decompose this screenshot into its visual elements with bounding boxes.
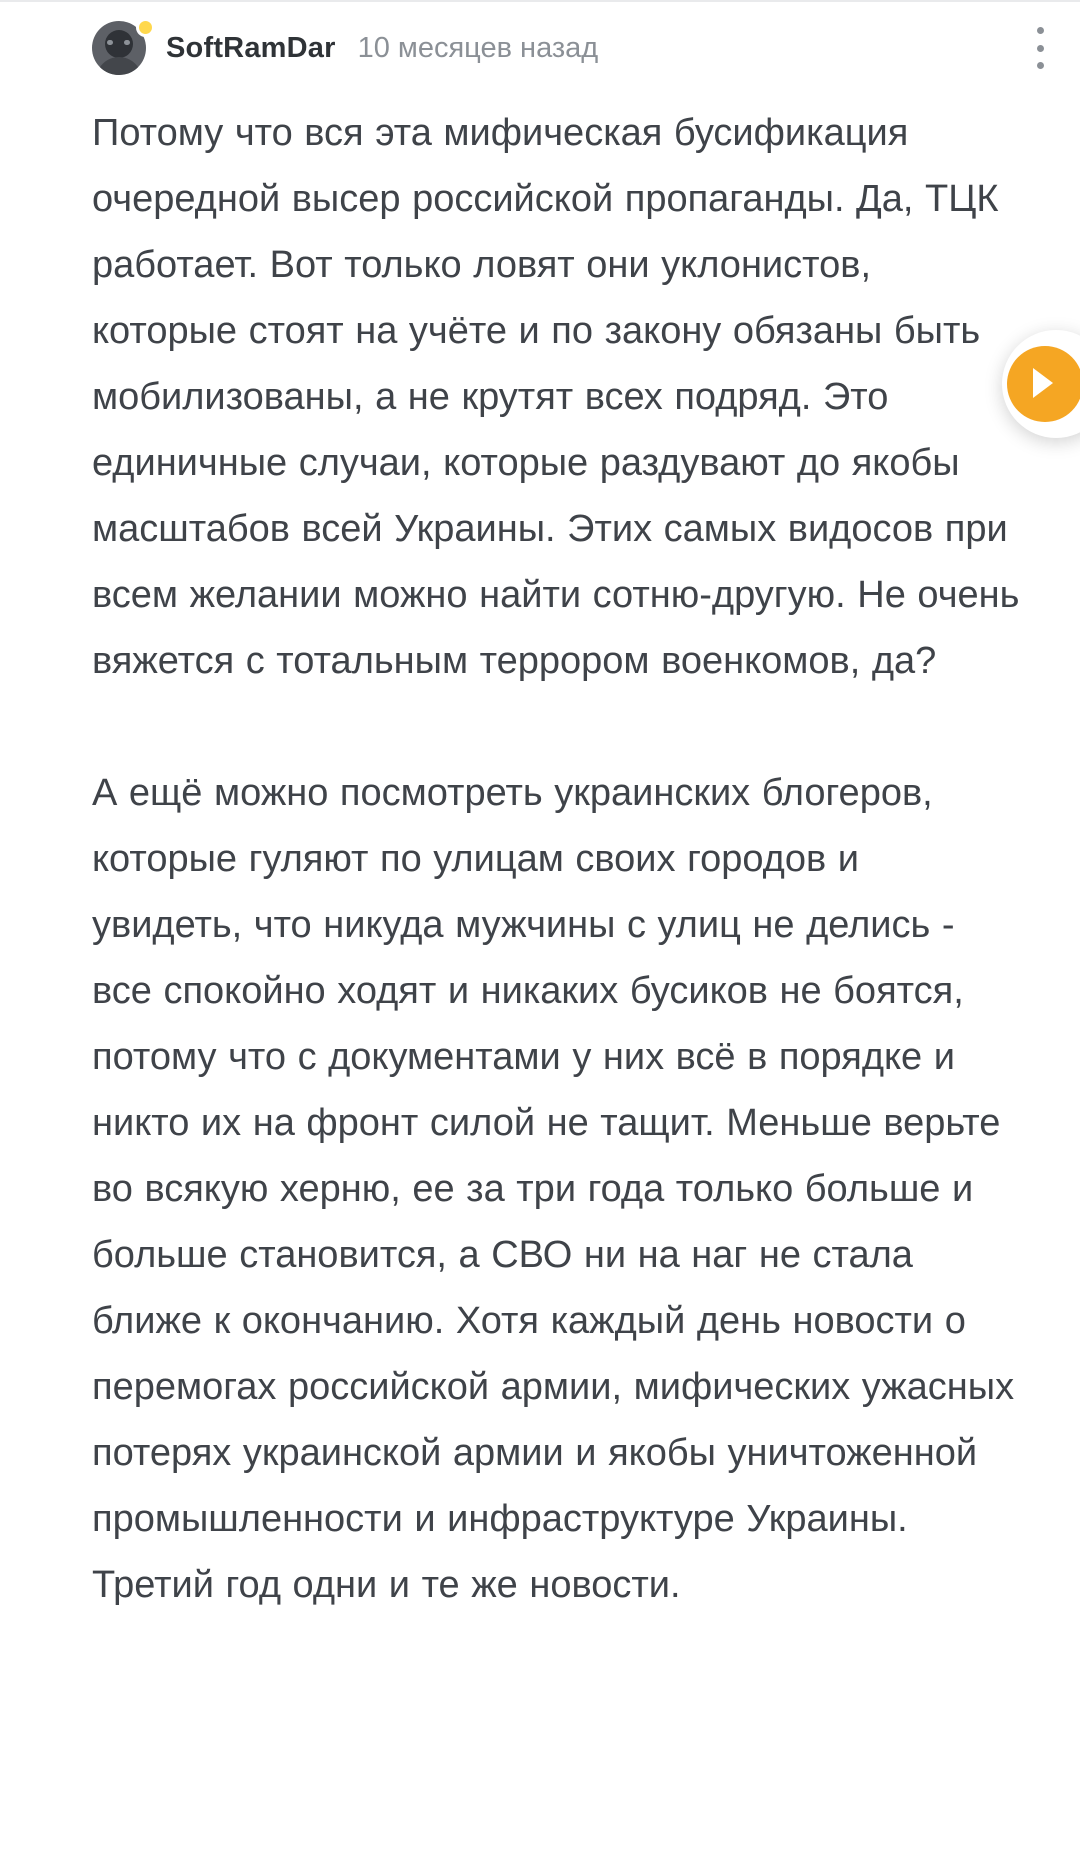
kebab-dot-3 [1037,62,1044,69]
kebab-dot-1 [1037,27,1044,34]
comment-header [0,0,1080,96]
comment-paragraph: Потому что вся эта мифическая бусификация очередной высер российской пропаганды. Да, ТЦК работает. Вот только ловят они уклонистов, которые стоят на учёте и по закону обязаны быть мобилизованы, а не крутят всех подряд. Это единичные случаи, которые раздувают до якобы масштабов всей Украины. Этих самых видосов при всем желании можно найти сотню-другую. Не очень вяжется с тотальным террором военкомов, да? [92,112,1020,682]
yellow-dot-badge-icon [136,18,155,37]
avatar-eye-right [124,40,130,45]
comment-timestamp: 10 месяцев назад [357,31,599,64]
comment-author-name[interactable]: SoftRamDar [166,31,336,64]
comment-paragraph: А ещё можно посмотреть украинских блогеров, которые гуляют по улицам своих городов и увидеть, что никуда мужчины с улиц не делись - все спокойно ходят и никаких бусиков не боятся, потому что с документами у них всё в порядке и никто их на фронт силой не тащит. Меньше верьте во всякую херню, ее за три года только больше и больше становится, а СВО ни на наг не стала ближе к окончанию. Хотя каждый день новости о перемогах российской армии, мифических ужасных потерях украинской армии и якобы уничтоженной промышленности и инфраструктуре Украины. Третий год одни и те же новости. [92,772,1015,1606]
comment-body [0,96,1080,1618]
avatar-shoulders-shape [96,57,142,75]
scrollbar[interactable] [1074,0,1080,1872]
avatar-eye-left [107,40,113,45]
play-arrow-icon [1007,346,1080,422]
avatar[interactable] [92,21,146,75]
kebab-menu-icon[interactable] [1036,27,1044,69]
kebab-dot-2 [1037,45,1044,52]
